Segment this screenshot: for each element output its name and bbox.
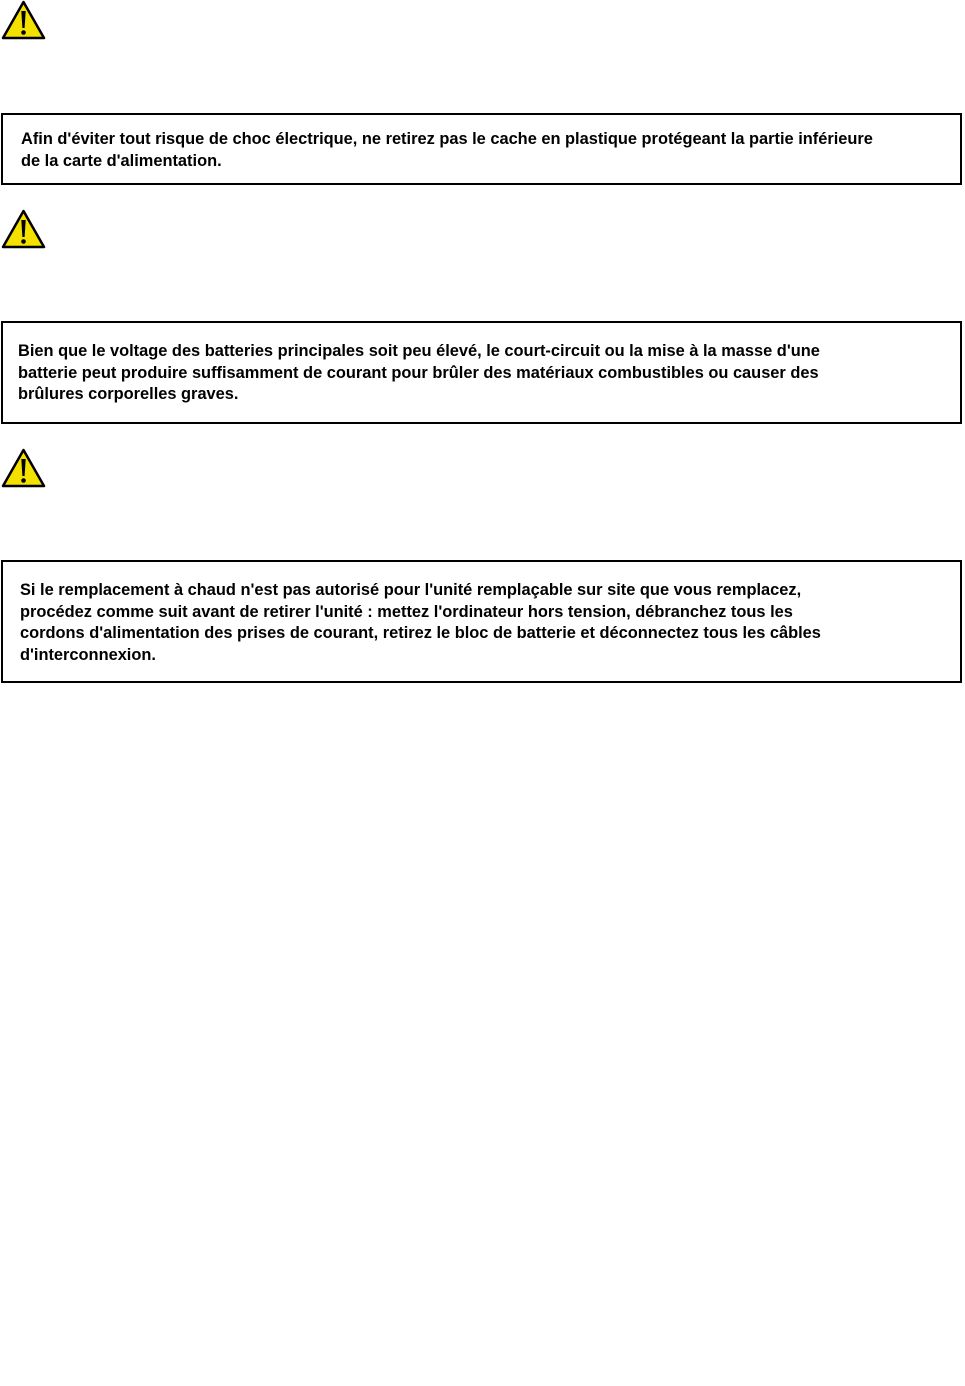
caution-notice-box xyxy=(1,321,962,424)
caution-notice-text: Si le remplacement à chaud n'est pas autorisé pour l'unité remplaçable sur site que vous remplacez, procédez comme suit avant de retirer l'unité : mettez l'ordinateur hors tension, débranchez tous les cordons d'alimentation des prises de courant, retirez le bloc de batterie et déconnectez tous les câbles d'interconnexion. xyxy=(20,581,821,664)
caution-notice-box xyxy=(1,560,962,683)
warning-triangle-icon xyxy=(1,0,46,40)
caution-notice-box xyxy=(1,113,962,185)
warning-triangle-icon xyxy=(1,209,46,249)
warning-triangle-icon xyxy=(1,448,46,488)
caution-notice-text: Bien que le voltage des batteries principales soit peu élevé, le court-circuit ou la mise à la masse d'une batterie peut produire suffisamment de courant pour brûler des matériaux combustibles ou causer des brûlures corporelles graves. xyxy=(18,342,820,403)
caution-notice-text: Afin d'éviter tout risque de choc électrique, ne retirez pas le cache en plastique protégeant la partie inférieure de la carte d'alimentation. xyxy=(21,130,873,170)
